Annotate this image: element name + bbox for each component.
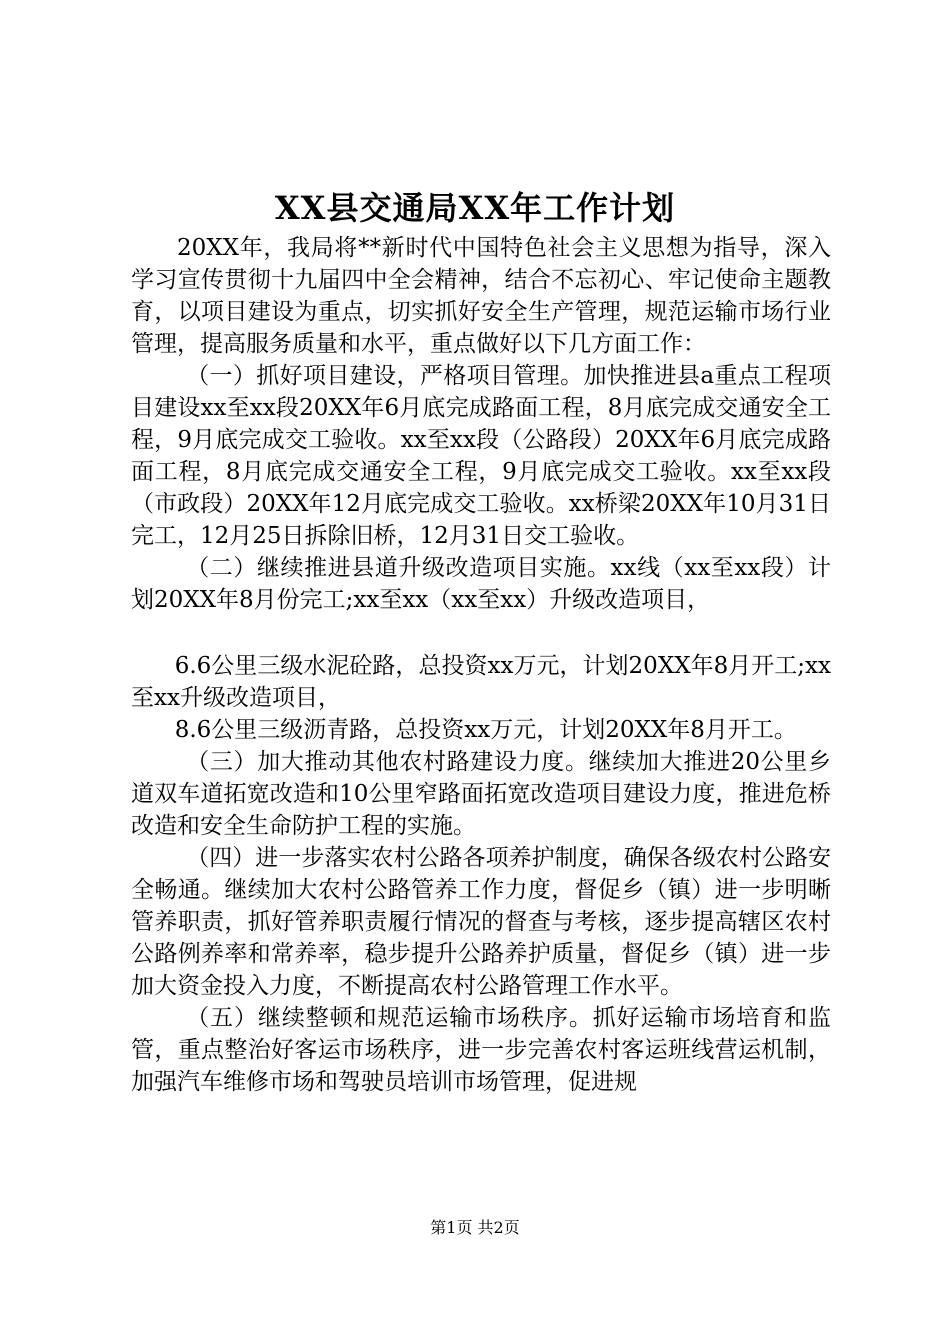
section-3-paragraph: （三）加大推动其他农村路建设力度。继续加大推进20公里乡道双车道拓宽改造和10公里窄路面拓宽改造项目建设力度，推进危桥改造和安全生命防护工程的实施。 [131, 749, 831, 839]
section-2-paragraph: （二）继续推进县道升级改造项目实施。xx线（xx至xx段）计划20XX年8月份完工;xx至xx（xx至xx）升级改造项目， [131, 555, 831, 613]
intro-paragraph: 20XX年，我局将**新时代中国特色社会主义思想为指导，深入学习宣传贯彻十九届四中全会精神，结合不忘初心、牢记使命主题教育，以项目建设为重点，切实抓好安全生产管理，规范运输市场行业管理，提高服务质量和水平，重点做好以下几方面工作： [131, 235, 831, 357]
project-detail-paragraph-2: 8.6公里三级沥青路，总投资xx万元，计划20XX年8月开工。 [174, 717, 797, 743]
section-4-paragraph: （四）进一步落实农村公路各项养护制度，确保各级农村公路安全畅通。继续加大农村公路管养工作力度，督促乡（镇）进一步明晰管养职责，抓好管养职责履行情况的督查与考核，逐步提高辖区农村公路例养率和常养率，稳步提升公路养护质量，督促乡（镇）进一步加大资金投入力度，不断提高农村公路管理工作水平。 [131, 845, 831, 999]
document-title: XX县交通局XX年工作计划 [274, 189, 676, 227]
document-body [131, 232, 831, 1098]
section-5-paragraph: （五）继续整顿和规范运输市场秩序。抓好运输市场培育和监管，重点整治好客运市场秩序，进一步完善农村客运班线营运机制，加强汽车维修市场和驾驶员培训市场管理，促进规 [131, 1005, 831, 1095]
page-number-footer: 第1页 共2页 [430, 1218, 520, 1237]
project-detail-paragraph-1: 6.6公里三级水泥砼路，总投资xx万元，计划20XX年8月开工;xx至xx升级改造项目， [131, 653, 831, 711]
section-1-paragraph: （一）抓好项目建设，严格项目管理。加快推进县a重点工程项目建设xx至xx段20XX年6月底完成路面工程，8月底完成交通安全工程，9月底完成交工验收。xx至xx段（公路段）20XX年6月底完成路面工程，8月底完成交通安全工程，9月底完成交工验收。xx至xx段（市政段）20XX年12月底完成交工验收。xx桥梁20XX年10月31日完工，12月25日拆除旧桥，12月31日交工验收。 [131, 363, 831, 549]
